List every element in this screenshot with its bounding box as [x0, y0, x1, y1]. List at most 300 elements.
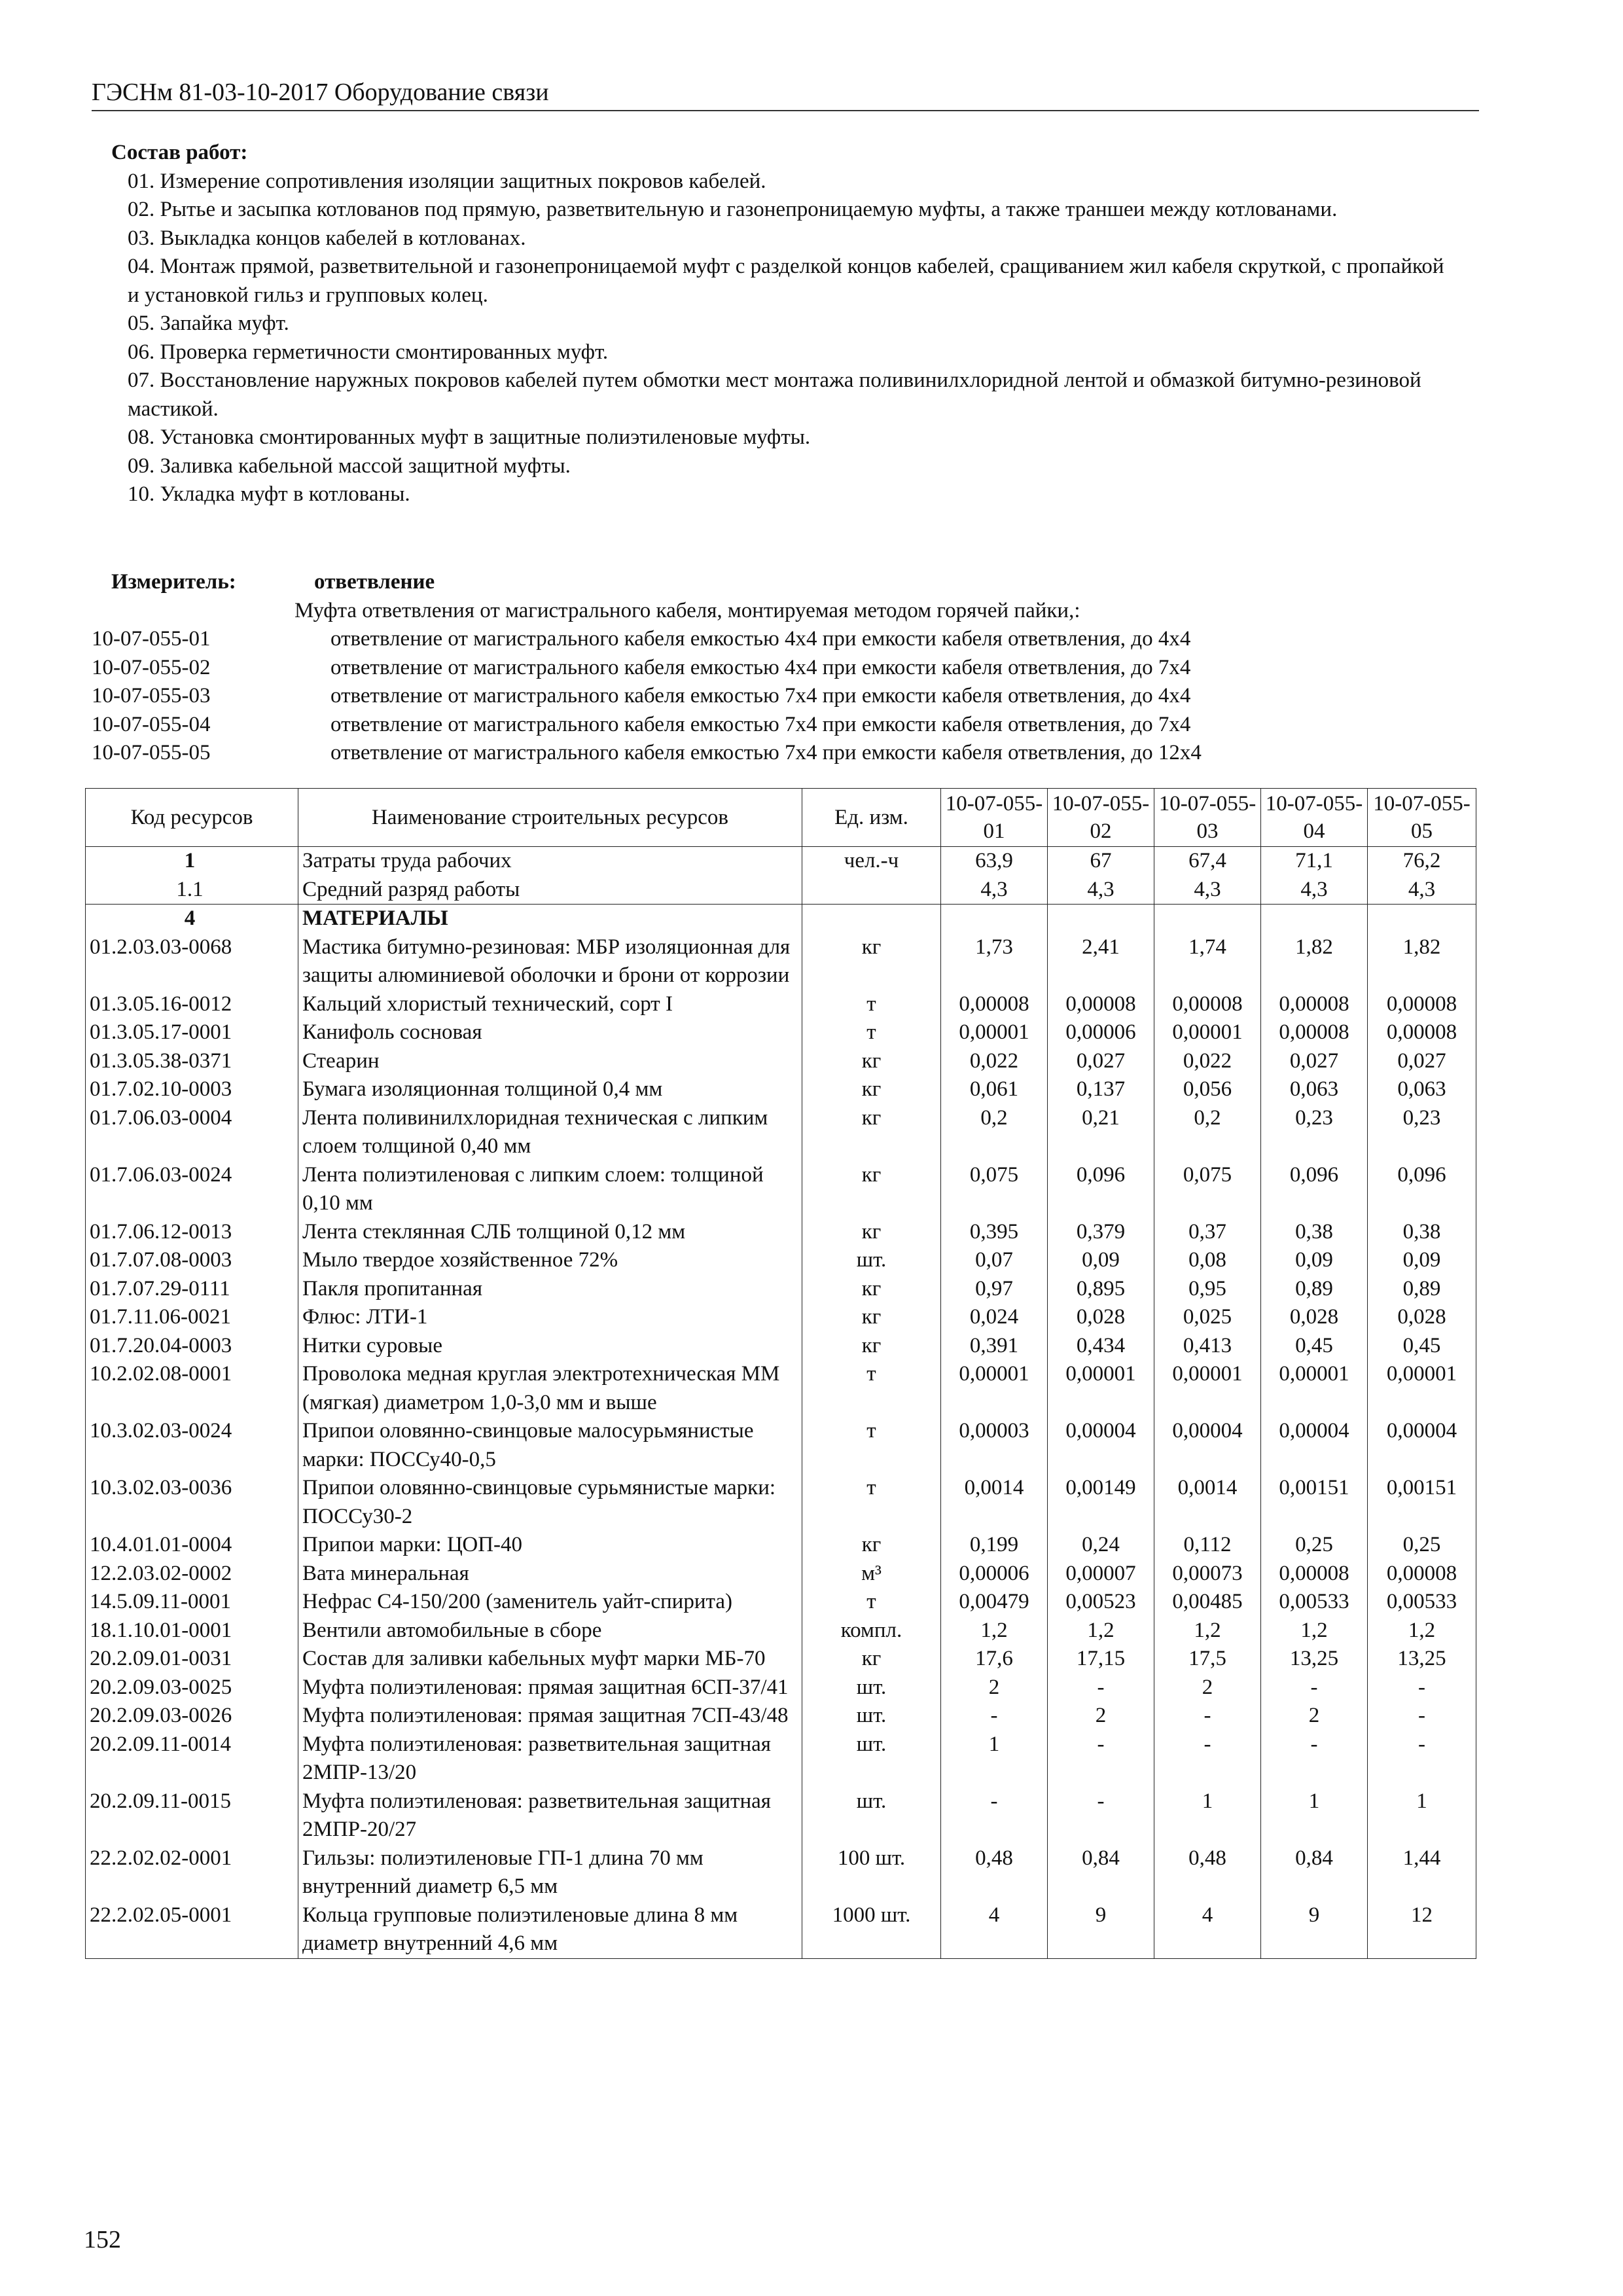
- page-number: 152: [84, 2226, 121, 2253]
- cell-unit: кг: [802, 1531, 941, 1560]
- cell-value: 0,38: [1261, 1218, 1368, 1247]
- cell-unit: т: [802, 1360, 941, 1417]
- cell-value: 0,00003: [941, 1417, 1048, 1474]
- cell-value: -: [1048, 1731, 1154, 1787]
- cell-value: 4,3: [941, 876, 1048, 905]
- cell-value: 0,00004: [1154, 1417, 1261, 1474]
- cell-value: 0,00008: [1261, 1560, 1368, 1588]
- cell-value: 1,2: [1154, 1617, 1261, 1645]
- cell-value: 0,028: [1261, 1303, 1368, 1332]
- cell-code: 01.7.11.06-0021: [86, 1303, 298, 1332]
- cell-value: 0,096: [1368, 1161, 1476, 1218]
- cell-code: 20.2.09.11-0015: [86, 1787, 298, 1844]
- cell-value: 1,2: [1368, 1617, 1476, 1645]
- cell-value: [1154, 905, 1261, 933]
- header-code: Код ресурсов: [86, 789, 298, 847]
- cell-name: Припои оловянно-свинцовые малосурьмянистые марки: ПОССу40-0,5: [298, 1417, 802, 1474]
- cell-value: 0,022: [941, 1047, 1048, 1076]
- cell-name: Гильзы: полиэтиленовые ГП-1 длина 70 мм внутренний диаметр 6,5 мм: [298, 1844, 802, 1901]
- table-row: [86, 1018, 1476, 1047]
- cell-code: 22.2.02.05-0001: [86, 1901, 298, 1959]
- measure-code-row: [92, 739, 1479, 768]
- cell-unit: кг: [802, 1218, 941, 1247]
- cell-value: 0,075: [941, 1161, 1048, 1218]
- cell-value: 0,096: [1261, 1161, 1368, 1218]
- cell-value: 0,89: [1261, 1275, 1368, 1304]
- cell-name: Нитки суровые: [298, 1332, 802, 1361]
- cell-value: 0,2: [941, 1104, 1048, 1161]
- cell-value: 0,2: [1154, 1104, 1261, 1161]
- cell-value: 0,00008: [1261, 990, 1368, 1019]
- table-row: [86, 1218, 1476, 1247]
- cell-value: 0,25: [1261, 1531, 1368, 1560]
- cell-value: 0,00001: [1368, 1360, 1476, 1417]
- works-item: 08. Установка смонтированных муфт в защитные полиэтиленовые муфты.: [128, 425, 811, 449]
- cell-value: 0,00151: [1261, 1474, 1368, 1531]
- cell-unit: кг: [802, 1332, 941, 1361]
- cell-value: -: [941, 1787, 1048, 1844]
- cell-name: Состав для заливки кабельных муфт марки МБ-70: [298, 1645, 802, 1674]
- cell-code: 18.1.10.01-0001: [86, 1617, 298, 1645]
- table-row: [86, 847, 1476, 876]
- cell-value: 0,21: [1048, 1104, 1154, 1161]
- cell-value: 63,9: [941, 847, 1048, 876]
- cell-value: 0,00001: [1048, 1360, 1154, 1417]
- cell-value: 13,25: [1261, 1645, 1368, 1674]
- cell-code: 20.2.09.03-0025: [86, 1674, 298, 1702]
- table-row: [86, 1275, 1476, 1304]
- cell-value: 0,00004: [1368, 1417, 1476, 1474]
- cell-value: 0,84: [1261, 1844, 1368, 1901]
- cell-code: 20.2.09.11-0014: [86, 1731, 298, 1787]
- cell-value: 1,2: [1261, 1617, 1368, 1645]
- cell-value: 4: [1154, 1901, 1261, 1959]
- header-col-5: 10-07-055-05: [1368, 789, 1476, 847]
- cell-value: 0,00008: [1368, 1560, 1476, 1588]
- cell-unit: [802, 905, 941, 933]
- table-row: [86, 1531, 1476, 1560]
- cell-value: 0,89: [1368, 1275, 1476, 1304]
- table-row: [86, 876, 1476, 905]
- cell-value: 0,025: [1154, 1303, 1261, 1332]
- cell-code: 12.2.03.02-0002: [86, 1560, 298, 1588]
- cell-value: 1: [1261, 1787, 1368, 1844]
- cell-value: 0,00006: [1048, 1018, 1154, 1047]
- cell-value: 0,00533: [1261, 1588, 1368, 1617]
- cell-value: 0,08: [1154, 1246, 1261, 1275]
- cell-value: 4,3: [1154, 876, 1261, 905]
- cell-code: 01.7.06.12-0013: [86, 1218, 298, 1247]
- cell-value: 2: [1261, 1702, 1368, 1731]
- cell-code: 01.3.05.38-0371: [86, 1047, 298, 1076]
- measure-code: 10-07-055-01: [92, 627, 211, 651]
- cell-value: 1,2: [941, 1617, 1048, 1645]
- cell-value: 0,022: [1154, 1047, 1261, 1076]
- table-row: [86, 1104, 1476, 1161]
- cell-unit: чел.-ч: [802, 847, 941, 876]
- works-list: [111, 168, 1453, 509]
- cell-unit: кг: [802, 1275, 941, 1304]
- cell-code: 20.2.09.03-0026: [86, 1702, 298, 1731]
- cell-value: 0,07: [941, 1246, 1048, 1275]
- cell-value: 0,00001: [1154, 1360, 1261, 1417]
- works-item: 10. Укладка муфт в котлованы.: [128, 482, 410, 506]
- cell-value: 0,23: [1261, 1104, 1368, 1161]
- cell-value: 0,063: [1368, 1075, 1476, 1104]
- cell-value: 0,00004: [1261, 1417, 1368, 1474]
- table-row: [86, 933, 1476, 990]
- cell-value: 0,00008: [1048, 990, 1154, 1019]
- cell-value: 0,24: [1048, 1531, 1154, 1560]
- cell-value: 0,48: [941, 1844, 1048, 1901]
- measure-code-text: ответвление от магистрального кабеля емкостью 7х4 при емкости кабеля ответвления, до 7х4: [330, 712, 1191, 736]
- cell-name: Бумага изоляционная толщиной 0,4 мм: [298, 1075, 802, 1104]
- cell-value: 0,00479: [941, 1588, 1048, 1617]
- cell-unit: шт.: [802, 1702, 941, 1731]
- measure-code-row: [92, 625, 1479, 654]
- works-item: 05. Запайка муфт.: [128, 312, 289, 335]
- cell-value: 0,00001: [1154, 1018, 1261, 1047]
- table-row: [86, 1787, 1476, 1844]
- cell-code: 14.5.09.11-0001: [86, 1588, 298, 1617]
- measure-codes: [92, 625, 1479, 768]
- table-row: [86, 1560, 1476, 1588]
- cell-unit: кг: [802, 933, 941, 990]
- cell-value: 0,00004: [1048, 1417, 1154, 1474]
- cell-value: 0,00008: [1261, 1018, 1368, 1047]
- cell-name: МАТЕРИАЛЫ: [298, 905, 802, 933]
- cell-value: 0,112: [1154, 1531, 1261, 1560]
- cell-value: 0,895: [1048, 1275, 1154, 1304]
- cell-value: 0,00523: [1048, 1588, 1154, 1617]
- cell-code: 10.4.01.01-0004: [86, 1531, 298, 1560]
- measure-code: 10-07-055-05: [92, 741, 211, 764]
- cell-name: Кальций хлористый технический, сорт I: [298, 990, 802, 1019]
- cell-value: 0,0014: [941, 1474, 1048, 1531]
- cell-value: 9: [1048, 1901, 1154, 1959]
- measure-code-text: ответвление от магистрального кабеля емкостью 7х4 при емкости кабеля ответвления, до 4х4: [330, 684, 1191, 708]
- measure-code-text: ответвление от магистрального кабеля емкостью 4х4 при емкости кабеля ответвления, до 7х4: [330, 655, 1191, 679]
- measure-code-row: [92, 711, 1479, 740]
- cell-value: 0,027: [1048, 1047, 1154, 1076]
- cell-unit: шт.: [802, 1787, 941, 1844]
- cell-value: 0,00008: [1368, 990, 1476, 1019]
- cell-name: Муфта полиэтиленовая: разветвительная защитная 2МПР-20/27: [298, 1787, 802, 1844]
- cell-unit: кг: [802, 1104, 941, 1161]
- cell-name: Нефрас С4-150/200 (заменитель уайт-спирита): [298, 1588, 802, 1617]
- table-row: [86, 1075, 1476, 1104]
- cell-code: 22.2.02.02-0001: [86, 1844, 298, 1901]
- cell-name: Вата минеральная: [298, 1560, 802, 1588]
- cell-name: Муфта полиэтиленовая: прямая защитная 6СП-37/41: [298, 1674, 802, 1702]
- cell-value: 0,00485: [1154, 1588, 1261, 1617]
- table-body: [86, 847, 1476, 1959]
- cell-unit: шт.: [802, 1246, 941, 1275]
- cell-value: [941, 905, 1048, 933]
- cell-value: 0,95: [1154, 1275, 1261, 1304]
- cell-value: 1,74: [1154, 933, 1261, 990]
- cell-unit: шт.: [802, 1674, 941, 1702]
- cell-value: 0,09: [1048, 1246, 1154, 1275]
- cell-code: 01.7.06.03-0024: [86, 1161, 298, 1218]
- cell-value: 67,4: [1154, 847, 1261, 876]
- cell-value: 0,028: [1368, 1303, 1476, 1332]
- cell-value: -: [1368, 1674, 1476, 1702]
- cell-value: 0,00001: [941, 1018, 1048, 1047]
- cell-value: 1: [1154, 1787, 1261, 1844]
- cell-name: Канифоль сосновая: [298, 1018, 802, 1047]
- cell-value: 0,00001: [1261, 1360, 1368, 1417]
- cell-value: 2: [1154, 1674, 1261, 1702]
- cell-code: 1: [86, 847, 298, 876]
- table-row: [86, 1702, 1476, 1731]
- cell-name: Вентили автомобильные в сборе: [298, 1617, 802, 1645]
- cell-value: 0,434: [1048, 1332, 1154, 1361]
- table-row: [86, 1047, 1476, 1076]
- cell-value: 4,3: [1368, 876, 1476, 905]
- measure-code: 10-07-055-02: [92, 655, 211, 679]
- table-row: [86, 1161, 1476, 1218]
- works-item: 04. Монтаж прямой, разветвительной и газонепроницаемой муфт с разделкой концов кабелей, сращиванием жил кабеля скруткой, с пропайкой и установкой гильз и групповых колец.: [128, 255, 1444, 307]
- cell-code: 01.2.03.03-0068: [86, 933, 298, 990]
- cell-value: 12: [1368, 1901, 1476, 1959]
- header-name: Наименование строительных ресурсов: [298, 789, 802, 847]
- cell-unit: [802, 876, 941, 905]
- measure-section: [92, 568, 1479, 768]
- cell-unit: шт.: [802, 1731, 941, 1787]
- header-col-2: 10-07-055-02: [1048, 789, 1154, 847]
- cell-value: 17,6: [941, 1645, 1048, 1674]
- cell-code: 01.7.20.04-0003: [86, 1332, 298, 1361]
- cell-value: [1048, 905, 1154, 933]
- table-row: [86, 1303, 1476, 1332]
- cell-unit: м³: [802, 1560, 941, 1588]
- table-row: [86, 1417, 1476, 1474]
- cell-value: 4,3: [1048, 876, 1154, 905]
- cell-value: 0,0014: [1154, 1474, 1261, 1531]
- cell-value: 0,09: [1368, 1246, 1476, 1275]
- cell-value: 0,395: [941, 1218, 1048, 1247]
- cell-name: Лента стеклянная СЛБ толщиной 0,12 мм: [298, 1218, 802, 1247]
- measure-header-row: [92, 568, 1479, 597]
- cell-value: 71,1: [1261, 847, 1368, 876]
- table-row: [86, 1360, 1476, 1417]
- cell-value: -: [1048, 1674, 1154, 1702]
- measure-code: 10-07-055-03: [92, 684, 211, 708]
- cell-name: Лента поливинилхлоридная техническая с липким слоем толщиной 0,40 мм: [298, 1104, 802, 1161]
- table-header-row: [86, 789, 1476, 847]
- works-title: Состав работ:: [111, 141, 248, 164]
- cell-unit: т: [802, 1417, 941, 1474]
- works-item: 03. Выкладка концов кабелей в котлованах.: [128, 226, 526, 250]
- works-item: 02. Рытье и засыпка котлованов под прямую, разветвительную и газонепроницаемую муфты, а также траншеи между котлованами.: [128, 198, 1338, 221]
- cell-code: 10.2.02.08-0001: [86, 1360, 298, 1417]
- cell-value: -: [941, 1702, 1048, 1731]
- cell-code: 01.3.05.17-0001: [86, 1018, 298, 1047]
- cell-name: Средний разряд работы: [298, 876, 802, 905]
- table-row: [86, 1901, 1476, 1959]
- cell-value: 0,199: [941, 1531, 1048, 1560]
- table-row: [86, 1844, 1476, 1901]
- cell-value: 0,00008: [941, 990, 1048, 1019]
- cell-value: 0,027: [1261, 1047, 1368, 1076]
- cell-code: 01.7.07.29-0111: [86, 1275, 298, 1304]
- cell-code: 10.3.02.03-0036: [86, 1474, 298, 1531]
- table-row: [86, 1731, 1476, 1787]
- cell-unit: кг: [802, 1161, 941, 1218]
- cell-code: 10.3.02.03-0024: [86, 1417, 298, 1474]
- cell-value: 17,15: [1048, 1645, 1154, 1674]
- table-row: [86, 1332, 1476, 1361]
- cell-value: 0,00007: [1048, 1560, 1154, 1588]
- cell-name: Флюс: ЛТИ-1: [298, 1303, 802, 1332]
- cell-name: Припои оловянно-свинцовые сурьмянистые марки: ПОССу30-2: [298, 1474, 802, 1531]
- cell-value: -: [1368, 1731, 1476, 1787]
- cell-value: 0,38: [1368, 1218, 1476, 1247]
- cell-value: 0,00151: [1368, 1474, 1476, 1531]
- cell-value: 0,413: [1154, 1332, 1261, 1361]
- cell-code: 20.2.09.01-0031: [86, 1645, 298, 1674]
- cell-value: 0,00008: [1154, 990, 1261, 1019]
- cell-value: 0,00001: [941, 1360, 1048, 1417]
- works-item: 07. Восстановление наружных покровов кабелей путем обмотки мест монтажа поливинилхлоридной лентой и обмазкой битумно-резиновой мастикой.: [128, 368, 1421, 421]
- cell-name: Пакля пропитанная: [298, 1275, 802, 1304]
- header-unit: Ед. изм.: [802, 789, 941, 847]
- cell-unit: 100 шт.: [802, 1844, 941, 1901]
- cell-unit: кг: [802, 1075, 941, 1104]
- cell-value: 0,00073: [1154, 1560, 1261, 1588]
- cell-value: 17,5: [1154, 1645, 1261, 1674]
- table-row: [86, 1645, 1476, 1674]
- cell-value: 1: [1368, 1787, 1476, 1844]
- cell-value: -: [1154, 1702, 1261, 1731]
- cell-unit: кг: [802, 1303, 941, 1332]
- cell-value: 0,23: [1368, 1104, 1476, 1161]
- cell-value: 0,061: [941, 1075, 1048, 1104]
- cell-value: -: [1261, 1731, 1368, 1787]
- cell-value: -: [1154, 1731, 1261, 1787]
- measure-description-row: [92, 597, 1479, 626]
- cell-value: 0,45: [1368, 1332, 1476, 1361]
- cell-value: 1,73: [941, 933, 1048, 990]
- cell-value: 0,137: [1048, 1075, 1154, 1104]
- cell-value: 0,00008: [1368, 1018, 1476, 1047]
- cell-value: 0,027: [1368, 1047, 1476, 1076]
- cell-value: 0,075: [1154, 1161, 1261, 1218]
- cell-name: Муфта полиэтиленовая: прямая защитная 7СП-43/48: [298, 1702, 802, 1731]
- cell-code: 4: [86, 905, 298, 933]
- cell-value: 0,379: [1048, 1218, 1154, 1247]
- cell-unit: т: [802, 990, 941, 1019]
- document-title: ГЭСНм 81-03-10-2017 Оборудование связи: [92, 79, 549, 106]
- cell-name: Затраты труда рабочих: [298, 847, 802, 876]
- measure-description: Муфта ответвления от магистрального кабеля, монтируемая методом горячей пайки,:: [294, 598, 1080, 622]
- table-row: [86, 990, 1476, 1019]
- table-row: [86, 1617, 1476, 1645]
- cell-value: [1368, 905, 1476, 933]
- cell-value: -: [1048, 1787, 1154, 1844]
- cell-value: 0,024: [941, 1303, 1048, 1332]
- page-header: [92, 77, 1479, 111]
- works-section: [111, 139, 1453, 509]
- cell-value: 2,41: [1048, 933, 1154, 990]
- cell-value: 0,84: [1048, 1844, 1154, 1901]
- cell-value: 0,00533: [1368, 1588, 1476, 1617]
- table-row: [86, 1588, 1476, 1617]
- cell-unit: 1000 шт.: [802, 1901, 941, 1959]
- cell-value: 13,25: [1368, 1645, 1476, 1674]
- cell-value: 0,48: [1154, 1844, 1261, 1901]
- cell-value: [1261, 905, 1368, 933]
- cell-value: 2: [941, 1674, 1048, 1702]
- cell-unit: компл.: [802, 1617, 941, 1645]
- cell-name: Муфта полиэтиленовая: разветвительная защитная 2МПР-13/20: [298, 1731, 802, 1787]
- measure-code-text: ответвление от магистрального кабеля емкостью 7х4 при емкости кабеля ответвления, до 12х4: [330, 741, 1202, 764]
- cell-value: 1,44: [1368, 1844, 1476, 1901]
- cell-value: 0,00006: [941, 1560, 1048, 1588]
- cell-value: 0,028: [1048, 1303, 1154, 1332]
- cell-value: 0,056: [1154, 1075, 1261, 1104]
- cell-value: 0,063: [1261, 1075, 1368, 1104]
- header-col-3: 10-07-055-03: [1154, 789, 1261, 847]
- header-col-4: 10-07-055-04: [1261, 789, 1368, 847]
- table-row: [86, 1474, 1476, 1531]
- cell-value: 0,09: [1261, 1246, 1368, 1275]
- measure-label: Измеритель:: [111, 570, 236, 594]
- cell-value: 0,25: [1368, 1531, 1476, 1560]
- measure-code-row: [92, 654, 1479, 683]
- cell-value: 1,82: [1261, 933, 1368, 990]
- cell-name: Мыло твердое хозяйственное 72%: [298, 1246, 802, 1275]
- cell-value: 1,2: [1048, 1617, 1154, 1645]
- cell-value: 4,3: [1261, 876, 1368, 905]
- cell-value: 67: [1048, 847, 1154, 876]
- cell-value: 0,97: [941, 1275, 1048, 1304]
- cell-name: Проволока медная круглая электротехническая ММ (мягкая) диаметром 1,0-3,0 мм и выше: [298, 1360, 802, 1417]
- cell-unit: кг: [802, 1047, 941, 1076]
- cell-value: 0,391: [941, 1332, 1048, 1361]
- cell-unit: т: [802, 1474, 941, 1531]
- header-col-1: 10-07-055-01: [941, 789, 1048, 847]
- cell-code: 01.3.05.16-0012: [86, 990, 298, 1019]
- cell-unit: т: [802, 1588, 941, 1617]
- cell-value: 1: [941, 1731, 1048, 1787]
- measure-unit: ответвление: [314, 570, 435, 594]
- cell-code: 1.1: [86, 876, 298, 905]
- cell-value: 2: [1048, 1702, 1154, 1731]
- cell-value: 4: [941, 1901, 1048, 1959]
- cell-name: Мастика битумно-резиновая: МБР изоляционная для защиты алюминиевой оболочки и брони от коррозии: [298, 933, 802, 990]
- measure-code-text: ответвление от магистрального кабеля емкостью 4х4 при емкости кабеля ответвления, до 4х4: [330, 627, 1191, 651]
- works-item: 09. Заливка кабельной массой защитной муфты.: [128, 454, 571, 478]
- cell-name: Лента полиэтиленовая с липким слоем: толщиной 0,10 мм: [298, 1161, 802, 1218]
- cell-value: -: [1368, 1702, 1476, 1731]
- cell-value: 0,096: [1048, 1161, 1154, 1218]
- cell-value: -: [1261, 1674, 1368, 1702]
- cell-unit: т: [802, 1018, 941, 1047]
- cell-value: 76,2: [1368, 847, 1476, 876]
- works-item: 06. Проверка герметичности смонтированных муфт.: [128, 340, 609, 364]
- table-row: [86, 1674, 1476, 1702]
- measure-code: 10-07-055-04: [92, 712, 211, 736]
- cell-value: 9: [1261, 1901, 1368, 1959]
- cell-value: 0,00149: [1048, 1474, 1154, 1531]
- cell-name: Стеарин: [298, 1047, 802, 1076]
- cell-code: 01.7.06.03-0004: [86, 1104, 298, 1161]
- cell-code: 01.7.02.10-0003: [86, 1075, 298, 1104]
- table-row: [86, 905, 1476, 933]
- cell-unit: кг: [802, 1645, 941, 1674]
